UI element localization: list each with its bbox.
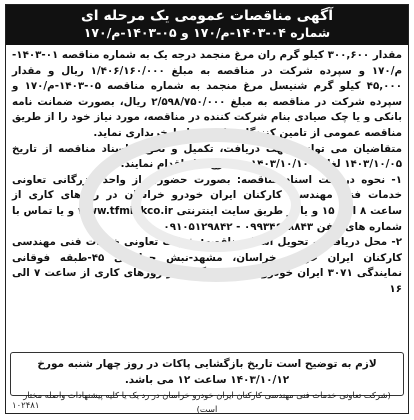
tender-notice (5, 4, 409, 414)
section-2-title: ۲- محل دریافت و تحویل اسناد مناقصه: (200, 236, 402, 249)
notice-paragraph-dates: متقاضیان می توانند جهت دریافت، تکمیل و تحویل اسناد مناقصه از تاریخ ۱۴۰۳/۱۰/۰۵ لغایت ۱۴۰۳/۱۰/۱۰ به شرح ذیل اقدام نمایند: (12, 142, 402, 171)
notice-body (6, 45, 408, 298)
footer-disclaimer: (شرکت تعاونی خدمات فنی مهندسی کارکنان ایران خودرو خراسان در رد یک یا کلیه پیشنهادات واصله مختار است) (23, 390, 391, 414)
notice-header (6, 5, 408, 45)
section-2-text: شرکت تعاونی خدمات فنی مهندسی کارکنان ایران خودرو خراسان، مشهد-نبش چراغچی ۴۵-طبقه فوقانی نمایندگی ۳۰۷۱ ایران خودرو -واحد بازرگانی در روزهای کاری از ساعت ۷ الی ۱۶ (12, 236, 402, 295)
section-1-title: ۱- نحوه دریافت اسناد مناقصه: (236, 173, 402, 186)
notice-code: ۱۰۲۴۸۱ (12, 401, 40, 411)
footer-opening-date: لازم به توضیح است تاریخ بازگشایی پاکات در روز چهار شنبه مورخ ۱۴۰۳/۱۰/۱۲ ساعت ۱۲ می باشد. (37, 358, 377, 386)
section-1-text: بصورت حضوری از واحد بازرگانی تعاونی خدمات فنی مهندسی کارکنان ایران خودرو خراسان در روزهای کاری از ساعت ۸ الی ۱۵ و یا از طریق سایت اینترنتی www.tfmikkco.ir و یا تماس با شماره های تلفن ۰۹۹۳۴۶۹۸۸۴۳ - ۰۹۱۰۵۱۲۹۸۴۲ (12, 173, 403, 233)
notice-title: آگهی مناقصات عمومی یک مرحله ای (80, 8, 334, 24)
notice-number: شماره ۰۴-۱۴۰۳-م/۱۷۰ و ۰۵-۱۴۰۳-م/۱۷۰ (83, 25, 331, 40)
notice-section-2 (12, 235, 402, 297)
notice-section-1 (12, 173, 402, 235)
notice-paragraph-items: مقدار ۳۰۰,۶۰۰ کیلو گرم ران مرغ منجمد درجه یک به شماره مناقصه ۰۱-۱۴۰۳-م/۱۷۰ و سپرده شرکت در مناقصه به مبلغ ۱/۴۰۶/۱۶۰/۰۰۰ ریال و مقدار ۴۵,۰۰۰ کیلو گرم شنیسل مرغ منجمد به شماره مناقصه ۰۵-۱۴۰۳-م/۱۷۰ و سپرده شرکت در مناقصه به مبلغ ۲/۵۹۸/۷۵۰/۰۰۰ ریال، بصورت ضمانت نامه بانکی و یا چک صیادی بنام شرکت کننده در مناقصه، مورد نیاز خود را از طریق مناقصه عمومی از تامین کنندگان واجد شرایط خریداری نماید. (12, 49, 403, 139)
